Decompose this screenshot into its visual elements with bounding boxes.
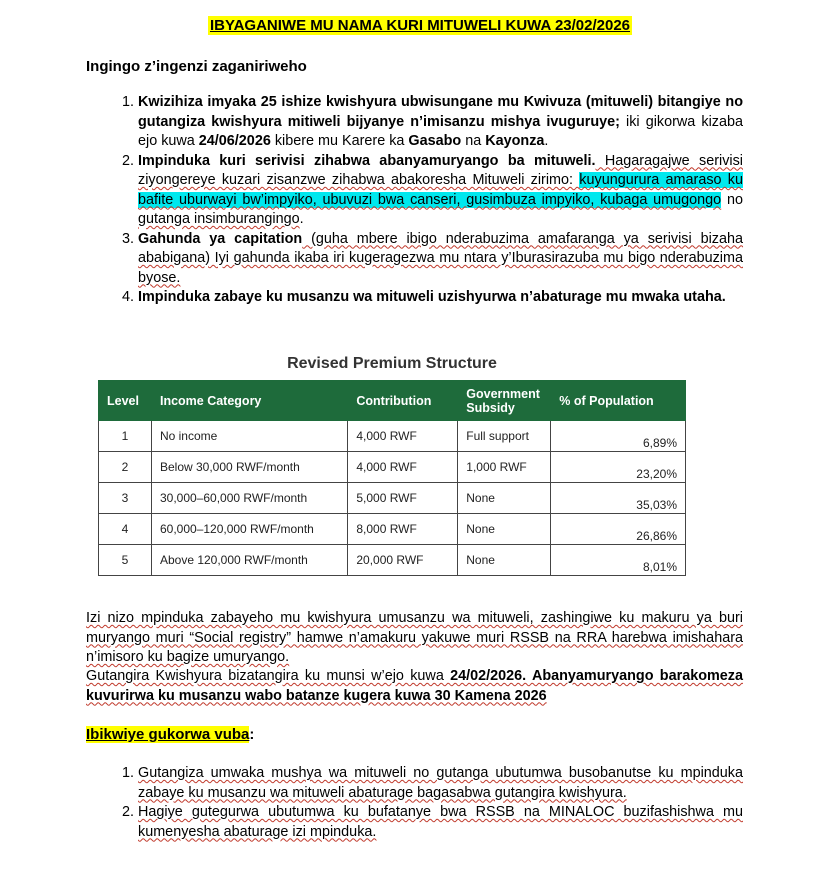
table-row (99, 514, 686, 545)
point-text: Hagaragajwe serivisi ziyongereye kuzari zisanzwe zihabwa abakoresha Mituweli zirimo: (138, 152, 743, 188)
cell-subsidy: 1,000 RWF (458, 452, 551, 483)
highlighted-services: kuyungurura amaraso ku bafite uburwayi bw’impyiko, ubuvuzi bwa canseri, gusimbuza impyiko, kubaga umugongo (138, 172, 743, 208)
point-text: kibere mu Karere ka (270, 133, 409, 149)
cell-income-category: No income (151, 421, 347, 452)
column-header-percent-population: % of Population (551, 381, 686, 421)
section-heading: Ingingo z’ingenzi zaganiriweho (86, 58, 307, 75)
point-bold-text: Impinduka kuri serivisi zihabwa abanyamuryango ba mituweli. (138, 152, 596, 169)
actions-heading (86, 725, 254, 744)
column-header-income-category: Income Category (151, 381, 347, 421)
cell-level: 3 (99, 483, 152, 514)
list-item (138, 93, 743, 152)
table-row (99, 452, 686, 483)
point-text: . (299, 211, 304, 227)
list-item (138, 288, 743, 308)
cell-level: 1 (99, 421, 152, 452)
point-text: na (461, 133, 486, 149)
cell-percent: 26,86% (551, 514, 686, 545)
list-item (138, 230, 743, 289)
column-header-contribution: Contribution (348, 381, 458, 421)
paragraph-changes: Izi nizo mpinduka zabayeho mu kwishyura umusanzu wa mituweli, zashingiwe ku makuru ya buri muryango muri “Social registry” hamwe n’amakuru yakuwe muri RSSB na RRA harebwa imishahara n’imisoro ku bagize umuryango. (86, 610, 743, 665)
column-header-government-subsidy: Government Subsidy (458, 381, 551, 421)
payment-bold-text: 24/02/2026. Abanyamuryango barakomeza kuvurirwa ku musanzu wabo batanze kugera kuwa 30 Kamena 2026 (86, 668, 743, 704)
actions-heading-label: Ibikwiye gukorwa vuba (86, 726, 250, 743)
cell-percent: 8,01% (551, 545, 686, 576)
cell-level: 4 (99, 514, 152, 545)
key-points-list (86, 93, 743, 308)
point-text: (guha mbere ibigo nderabuzima amafaranga ya serivisi bizaha ababigana) Iyi gahunda ikaba iri kugeragezwa mu ntara y’Iburasirazuba mu bigo nderabuzima byose. (138, 230, 744, 286)
title-wrapper (0, 16, 840, 35)
list-item: 2. Hagiye gutegurwa ubutumwa ku bufatanye bwa RSSB na MINALOC buzifashishwa mu kumenyesha abaturage izi mpinduka. (138, 803, 743, 842)
cell-contribution: 4,000 RWF (348, 452, 458, 483)
cell-subsidy: Full support (458, 421, 551, 452)
point-place: Kayonza (485, 133, 545, 149)
point-text: iki gikorwa kizaba ejo kuwa (138, 113, 743, 149)
cell-subsidy: None (458, 483, 551, 514)
point-text: no (721, 191, 743, 208)
cell-contribution: 20,000 RWF (348, 545, 458, 576)
cell-percent: 35,03% (551, 483, 686, 514)
list-item (138, 152, 743, 230)
cell-contribution: 5,000 RWF (348, 483, 458, 514)
point-bold-text: Gahunda ya capitation (138, 230, 303, 247)
cell-income-category: Below 30,000 RWF/month (151, 452, 347, 483)
cell-contribution: 8,000 RWF (348, 514, 458, 545)
cell-income-category: 60,000–120,000 RWF/month (151, 514, 347, 545)
highlighted-services-2: gutanga insimburangingo (138, 211, 300, 227)
cell-contribution: 4,000 RWF (348, 421, 458, 452)
point-bold-text: Kwizihiza imyaka 25 ishize kwishyura ubwisungane mu Kwivuza (mituweli) bitangiye no gutangiza kwishyura mitiweli bijyanye n’imisanzu mishya ivuguruye; (138, 94, 743, 130)
actions-list (86, 764, 743, 842)
table-row (99, 483, 686, 514)
cell-percent: 6,89% (551, 421, 686, 452)
actions-heading-suffix: : (249, 726, 255, 743)
premium-table (98, 380, 686, 576)
cell-level: 2 (99, 452, 152, 483)
paragraph-payment-start (86, 667, 743, 706)
point-text: . (544, 133, 549, 149)
list-item: 1. Gutangiza umwaka mushya wa mituweli no gutanga ubutumwa busobanutse ku mpinduka zabaye ku musanzu wa mituweli abaturage bagasabwa gutangira kwishyura. (138, 764, 743, 803)
table-title: Revised Premium Structure (287, 355, 497, 372)
table-row (99, 545, 686, 576)
cell-subsidy: None (458, 545, 551, 576)
document-title: IBYAGANIWE MU NAMA KURI MITUWELI KUWA 23/02/2026 (209, 17, 631, 34)
point-date: 24/06/2026 (198, 133, 271, 149)
cell-percent: 23,20% (551, 452, 686, 483)
cell-income-category: Above 120,000 RWF/month (151, 545, 347, 576)
cell-income-category: 30,000–60,000 RWF/month (151, 483, 347, 514)
table-header-row (99, 381, 686, 421)
point-place: Gasabo (408, 133, 462, 149)
cell-level: 5 (99, 545, 152, 576)
payment-text: Gutangira Kwishyura bizatangira ku munsi w’ejo kuwa (86, 668, 451, 684)
column-header-level: Level (99, 381, 152, 421)
point-bold-text: Impinduka zabaye ku musanzu wa mituweli uzishyurwa n’abaturage mu mwaka utaha. (138, 289, 726, 305)
cell-subsidy: None (458, 514, 551, 545)
table-row (99, 421, 686, 452)
